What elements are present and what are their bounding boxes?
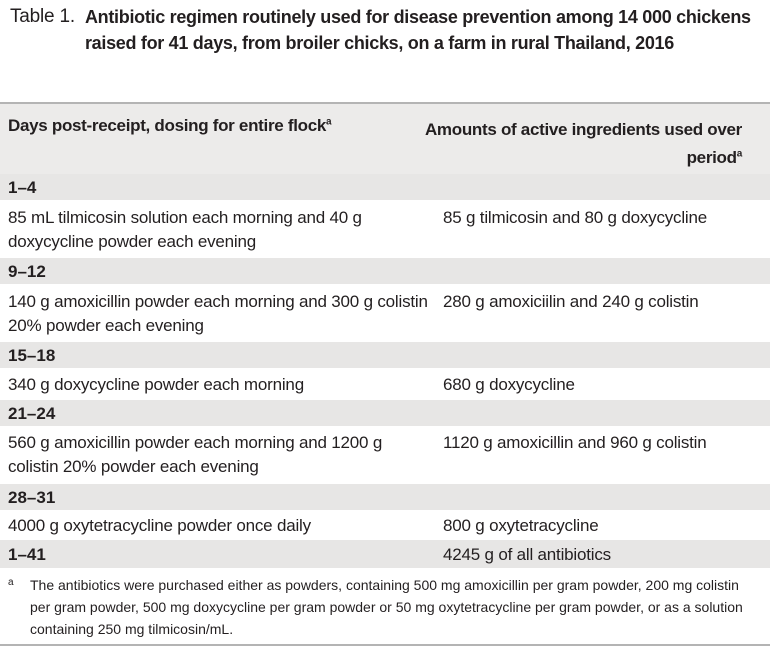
period-label: 1–4 [8, 178, 37, 197]
column-header-days-text: Days post-receipt, dosing for entire flock [8, 116, 327, 135]
column-header-amounts [422, 116, 742, 172]
table-label: Table 1. [10, 6, 75, 27]
dose-cell: 340 g doxycycline powder each morning [8, 375, 304, 394]
period-band [0, 174, 770, 200]
dose-cell: 140 g amoxicillin powder each morning and 300 g colistin 20% powder each evening [8, 292, 428, 335]
period-label: 9–12 [8, 262, 46, 281]
period-band [0, 258, 770, 284]
dose-cell: 85 mL tilmicosin solution each morning and 40 g doxycycline powder each evening [8, 208, 362, 251]
dose-cell: 4000 g oxytetracycline powder once daily [8, 516, 311, 535]
table-title: Antibiotic regimen routinely used for disease prevention among 14 000 chickens raised for 41 days, from broiler chicks, on a farm in rural Thailand, 2016 [84, 7, 751, 53]
period-label: 21–24 [8, 404, 56, 423]
period-label: 15–18 [8, 346, 56, 365]
column-header-days [8, 116, 331, 136]
footnote-mark: a [8, 577, 14, 588]
amount-cell: 85 g tilmicosin and 80 g doxycycline [443, 208, 708, 227]
period-band [0, 400, 770, 426]
period-band [0, 342, 770, 368]
amount-cell: 1120 g amoxicillin and 960 g colistin [443, 433, 707, 452]
amount-cell: 680 g doxycycline [443, 375, 575, 394]
period-band [0, 484, 770, 510]
amount-cell-total: 4245 g of all antibiotics [443, 545, 611, 564]
table-footnote [8, 574, 763, 640]
period-label-total: 1–41 [8, 545, 46, 564]
table-caption [10, 4, 760, 56]
column-header-days-footnote-mark: a [326, 116, 332, 128]
period-label: 28–31 [8, 488, 56, 507]
dose-cell: 560 g amoxicillin powder each morning and 1200 g colistin 20% powder each evening [8, 433, 383, 476]
bottom-divider [0, 644, 770, 646]
footnote-text: The antibiotics were purchased either as powders, containing 500 mg amoxicillin per gram powder, 200 mg colistin per gram powder, 500 mg doxycycline per gram powder or 50 mg oxytetracycline per gram powder, or as a solution containing 250 mg tilmicosin/mL. [30, 577, 743, 637]
column-header-amounts-text: Amounts of active ingredients used over period [424, 120, 742, 167]
amount-cell: 800 g oxytetracycline [443, 516, 599, 535]
column-header-amounts-footnote-mark: a [736, 148, 742, 160]
amount-cell: 280 g amoxiciilin and 240 g colistin [443, 292, 699, 311]
